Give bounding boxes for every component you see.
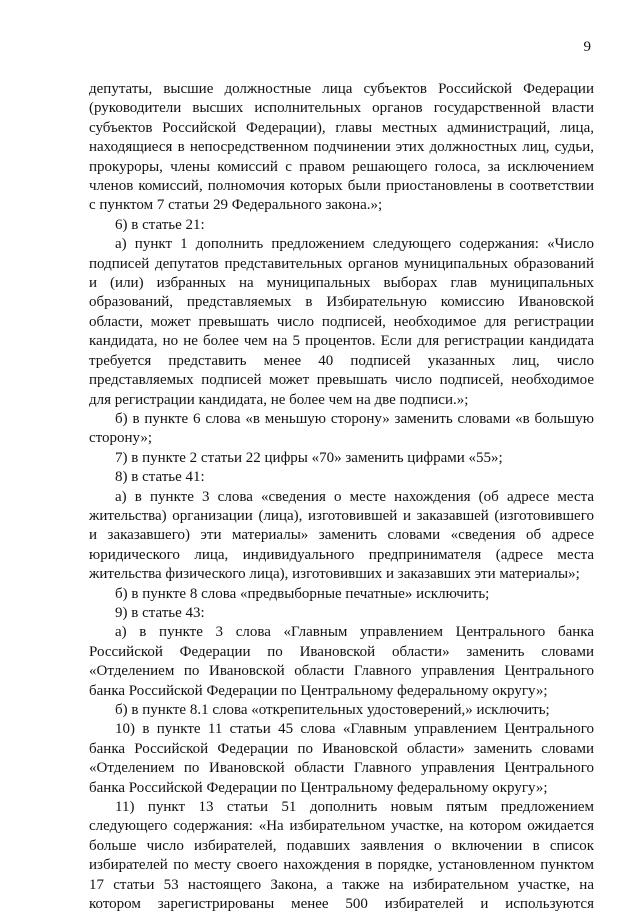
paragraph-item-8b: б) в пункте 8 слова «предвыборные печатные» исключить;: [115, 585, 490, 602]
paragraph-item-9: 9) в статье 43:: [115, 604, 205, 621]
paragraph-item-6: 6) в статье 21:: [115, 216, 205, 233]
paragraph-item-6b: б) в пункте 6 слова «в меньшую сторону» заменить словами «в большую сторону»;: [89, 410, 594, 447]
paragraph-item-8: 8) в статье 41:: [115, 469, 205, 486]
paragraph-item-7: 7) в пункте 2 статьи 22 цифры «70» заменить цифрами «55»;: [115, 449, 503, 466]
paragraph-item-11: 11) пункт 13 статьи 51 дополнить новым пятым предложением следующего содержания: «На избирательном участке, на котором ожидается больше число избирателей, подавших заявления о включении в список избирателей по месту своего нахождения в порядке, установленном пунктом 17 статьи 53 настоящего Закона, а также на избирательном участке, на котором зарегистрированы менее 500 избирателей и используются: [89, 799, 594, 913]
paragraph-item-8a: а) в пункте 3 слова «сведения о месте нахождения (об адресе места жительства) организации (лица), изготовившей и заказавшей (изготовившего и заказавшего) эти материалы» заменить словами «сведения об адресе юридического лица, индивидуального предпринимателя (адресе места жительства физического лица), изготовивших и заказавших эти материалы»;: [89, 488, 594, 583]
document-body: [89, 80, 594, 914]
paragraph-item-10: 10) в пункте 11 статьи 45 слова «Главным управлением Центрального банка Российской Федерации по Ивановской области» заменить словами «Отделением по Ивановской области Главного управления Центрального банка Российской Федерации по Центральному федеральному округу»;: [89, 721, 594, 796]
paragraph-item-9b: б) в пункте 8.1 слова «открепительных удостоверений,» исключить;: [115, 702, 550, 718]
paragraph-item-6a: а) пункт 1 дополнить предложением следующего содержания: «Число подписей депутатов представительных органов муниципальных образований и (или) избранных на муниципальных выборах глав муниципальных образований, представляемых в Избирательную комиссию Ивановской области, может превышать число подписей, необходимое для регистрации кандидата, но не более чем на 5 процентов. Если для регистрации кандидата требуется представить менее 40 подписей указанных лиц, число представляемых подписей может превышать число подписей, необходимое для регистрации кандидата, не более чем на две подписи.»;: [89, 236, 594, 408]
paragraph-continuation: депутаты, высшие должностные лица субъектов Российской Федерации (руководители высших исполнительных органов государственной власти субъектов Российской Федерации), главы местных администраций, лица, находящиеся в непосредственном подчинении этих должностных лиц, судьи, прокуроры, члены комиссий с правом решающего голоса, за исключением членов комиссий, полномочия которых были приостановлены в соответствии с пунктом 7 статьи 29 Федерального закона.»;: [89, 81, 594, 214]
page-number: 9: [583, 39, 591, 55]
paragraph-item-9a: а) в пункте 3 слова «Главным управлением Центрального банка Российской Федерации по Ивановской области» заменить словами «Отделением по Ивановской области Главного управления Центрального банка Российской Федерации по Центральному федеральному округу»;: [89, 624, 594, 699]
